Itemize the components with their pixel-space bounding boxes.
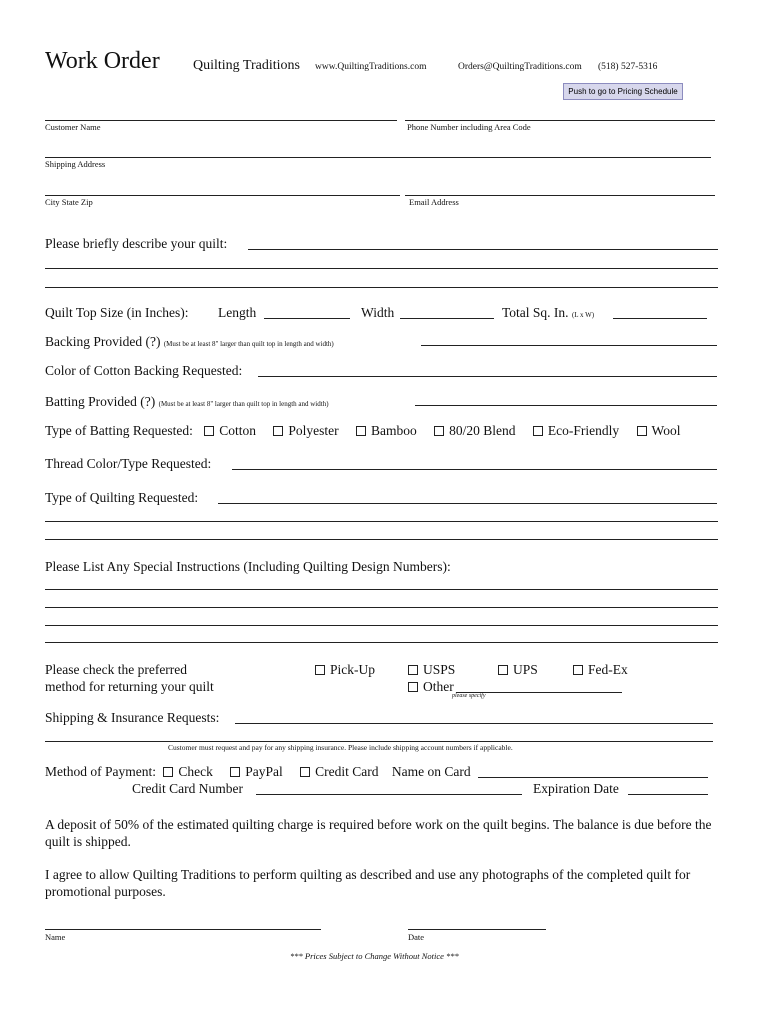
- signature-name-label: Name: [45, 932, 66, 942]
- thread-field[interactable]: [232, 469, 717, 470]
- batting-hint: (Must be at least 8" larger than quilt top in length and width): [158, 400, 329, 408]
- payment-row: [45, 764, 471, 780]
- batting-option-wool[interactable]: Wool: [637, 423, 681, 438]
- backing-color-field[interactable]: [258, 376, 717, 377]
- batting-type-label: Type of Batting Requested:: [45, 423, 193, 438]
- checkbox-icon[interactable]: [637, 426, 647, 436]
- checkbox-icon[interactable]: [408, 682, 418, 692]
- describe-quilt-line-2[interactable]: [45, 268, 718, 269]
- return-option-fedex[interactable]: Fed-Ex: [573, 662, 628, 678]
- checkbox-icon[interactable]: [300, 767, 310, 777]
- quilting-type-line-3[interactable]: [45, 539, 718, 540]
- batting-option-bamboo[interactable]: Bamboo: [356, 423, 417, 438]
- company-phone: (518) 527-5316: [598, 62, 658, 72]
- checkbox-icon[interactable]: [163, 767, 173, 777]
- shipping-insurance-note: Customer must request and pay for any shipping insurance. Please include shipping account numbers if applicable.: [168, 743, 513, 752]
- special-instructions-line-2[interactable]: [45, 607, 718, 608]
- total-sq-in-field[interactable]: [613, 318, 707, 319]
- quilting-type-label: Type of Quilting Requested:: [45, 490, 199, 505]
- card-number-label: Credit Card Number: [132, 781, 243, 796]
- width-field[interactable]: [400, 318, 494, 319]
- checkbox-icon[interactable]: [573, 665, 583, 675]
- return-option-other[interactable]: Other: [408, 679, 454, 695]
- special-instructions-line-4[interactable]: [45, 642, 718, 643]
- batting-option-cotton[interactable]: Cotton: [204, 423, 256, 438]
- payment-option-paypal[interactable]: PayPal: [230, 764, 283, 779]
- batting-option-eco-friendly[interactable]: Eco-Friendly: [533, 423, 619, 438]
- backing-hint: (Must be at least 8" larger than quilt top in length and width): [163, 340, 334, 348]
- shipping-address-field[interactable]: [45, 157, 711, 158]
- pricing-schedule-button[interactable]: Push to go to Pricing Schedule: [563, 83, 683, 100]
- pricing-notice: *** Prices Subject to Change Without Notice ***: [290, 951, 459, 961]
- backing-provided-label: Backing Provided (?) (Must be at least 8" larger than quilt top in length and width): [45, 334, 334, 349]
- phone-number-label: Phone Number including Area Code: [407, 122, 531, 132]
- company-name: Quilting Traditions: [193, 58, 300, 73]
- checkbox-icon[interactable]: [356, 426, 366, 436]
- email-address-field[interactable]: [405, 195, 715, 196]
- batting-provided-label: Batting Provided (?) (Must be at least 8" larger than quilt top in length and width): [45, 394, 329, 409]
- batting-type-row: [45, 423, 680, 439]
- signature-date-label: Date: [408, 932, 425, 942]
- checkbox-icon[interactable]: [315, 665, 325, 675]
- shipping-insurance-field[interactable]: [235, 723, 713, 724]
- card-number-field[interactable]: [256, 794, 522, 795]
- page-title: Work Order: [45, 48, 160, 74]
- return-option-usps[interactable]: USPS: [408, 662, 455, 678]
- length-field[interactable]: [264, 318, 350, 319]
- phone-number-field[interactable]: [405, 120, 715, 121]
- length-label: Length: [218, 305, 257, 320]
- quilt-size-label: Quilt Top Size (in Inches):: [45, 305, 189, 320]
- backing-provided-field[interactable]: [421, 345, 717, 346]
- batting-option-polyester[interactable]: Polyester: [273, 423, 338, 438]
- shipping-insurance-line-2[interactable]: [45, 741, 713, 742]
- shipping-insurance-label: Shipping & Insurance Requests:: [45, 710, 220, 725]
- name-on-card-label: Name on Card: [391, 764, 471, 779]
- email-address-label: Email Address: [409, 197, 459, 207]
- signature-name-field[interactable]: [45, 929, 321, 930]
- payment-option-credit-card[interactable]: Credit Card: [300, 764, 378, 779]
- special-instructions-line-3[interactable]: [45, 625, 718, 626]
- checkbox-icon[interactable]: [408, 665, 418, 675]
- return-method-label-2: method for returning your quilt: [45, 679, 214, 694]
- customer-name-label: Customer Name: [45, 122, 101, 132]
- checkbox-icon[interactable]: [204, 426, 214, 436]
- checkbox-icon[interactable]: [273, 426, 283, 436]
- shipping-address-label: Shipping Address: [45, 159, 106, 169]
- total-hint: (L x W): [571, 311, 595, 319]
- expiration-date-label: Expiration Date: [533, 781, 619, 796]
- quilting-type-field[interactable]: [218, 503, 717, 504]
- city-state-zip-field[interactable]: [45, 195, 400, 196]
- special-instructions-label: Please List Any Special Instructions (Including Quilting Design Numbers):: [45, 559, 451, 574]
- width-label: Width: [361, 305, 395, 320]
- return-method-label-1: Please check the preferred: [45, 662, 188, 677]
- customer-name-field[interactable]: [45, 120, 397, 121]
- payment-method-label: Method of Payment:: [45, 764, 156, 779]
- backing-color-label: Color of Cotton Backing Requested:: [45, 363, 243, 378]
- describe-quilt-line-3[interactable]: [45, 287, 718, 288]
- expiration-date-field[interactable]: [628, 794, 708, 795]
- total-sq-in-label: Total Sq. In. (L x W): [502, 305, 595, 320]
- checkbox-icon[interactable]: [434, 426, 444, 436]
- quilting-type-line-2[interactable]: [45, 521, 718, 522]
- checkbox-icon[interactable]: [230, 767, 240, 777]
- thread-label: Thread Color/Type Requested:: [45, 456, 212, 471]
- describe-quilt-field[interactable]: [248, 249, 718, 250]
- checkbox-icon[interactable]: [533, 426, 543, 436]
- batting-provided-field[interactable]: [415, 405, 717, 406]
- describe-quilt-label: Please briefly describe your quilt:: [45, 236, 228, 251]
- checkbox-icon[interactable]: [498, 665, 508, 675]
- name-on-card-field[interactable]: [478, 777, 708, 778]
- company-email[interactable]: Orders@QuiltingTraditions.com: [458, 62, 582, 72]
- return-option-pickup[interactable]: Pick-Up: [315, 662, 375, 678]
- return-other-hint: please specify: [452, 693, 486, 699]
- photo-agreement: I agree to allow Quilting Traditions to perform quilting as described and use any photographs of the completed quilt for promotional purposes.: [45, 867, 691, 899]
- company-website[interactable]: www.QuiltingTraditions.com: [315, 62, 427, 72]
- payment-option-check[interactable]: Check: [163, 764, 213, 779]
- city-state-zip-label: City State Zip: [45, 197, 93, 207]
- deposit-terms: A deposit of 50% of the estimated quilting charge is required before work on the quilt begins. The balance is due before the quilt is shipped.: [45, 817, 712, 849]
- batting-option-8020-blend[interactable]: 80/20 Blend: [434, 423, 515, 438]
- return-option-ups[interactable]: UPS: [498, 662, 538, 678]
- special-instructions-line-1[interactable]: [45, 589, 718, 590]
- signature-date-field[interactable]: [408, 929, 546, 930]
